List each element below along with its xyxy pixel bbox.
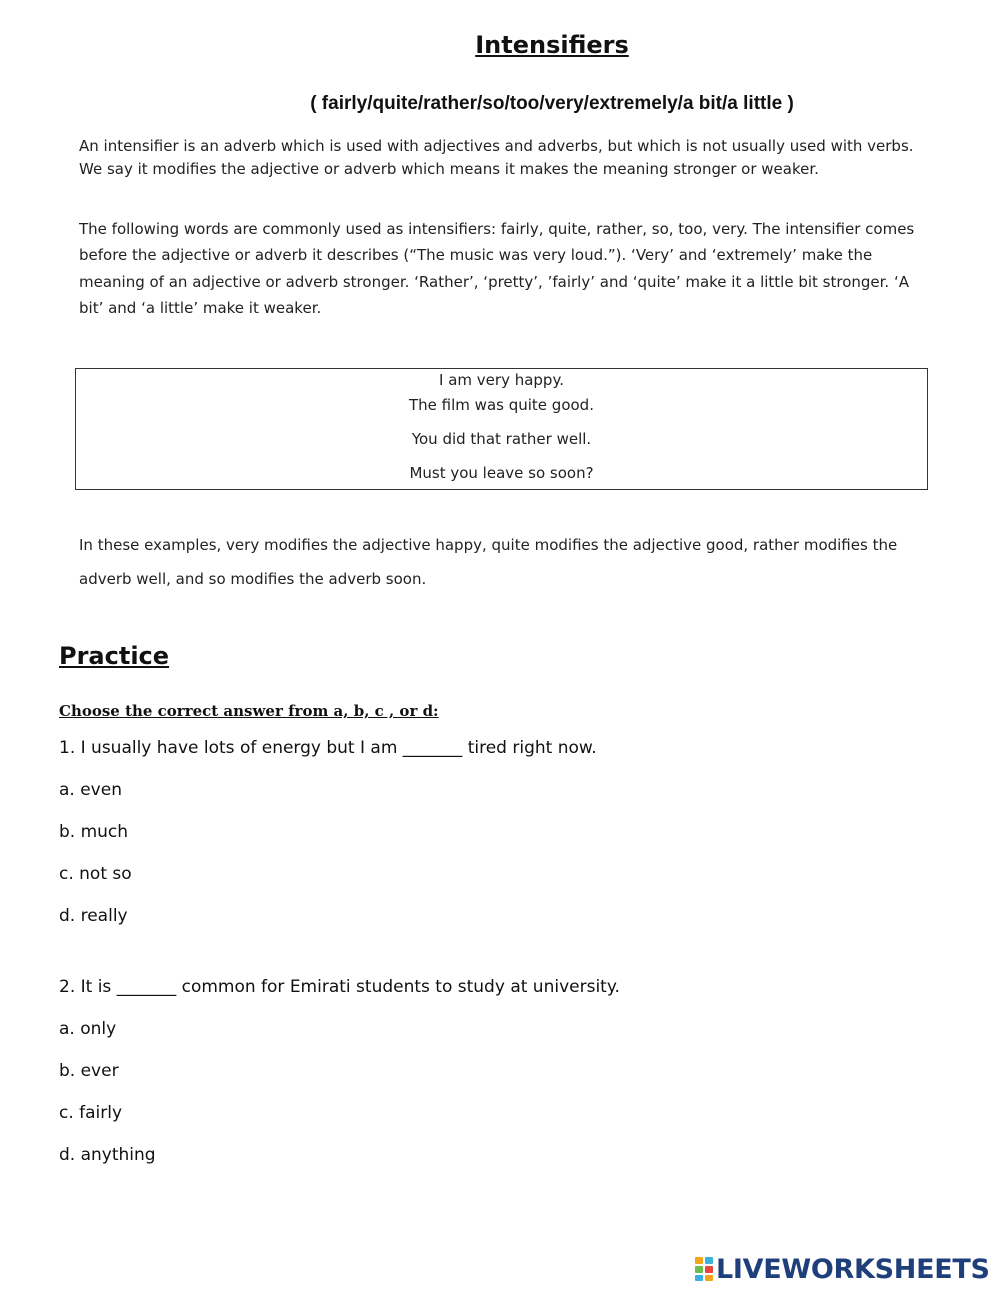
answer-option[interactable]: d. anything (59, 1145, 156, 1165)
intro-paragraph: An intensifier is an adverb which is used with adjectives and adverbs, but which is not usually used with verbs. We say it modifies the adjective or adverb which means it makes the meaning stronger or weaker. (79, 137, 914, 178)
question-2: 2. It is _______ common for Emirati students to study at university. (59, 977, 620, 997)
answer-option[interactable]: b. ever (59, 1061, 119, 1081)
answer-option[interactable]: c. fairly (59, 1103, 123, 1123)
page-title: Intensifiers (475, 31, 629, 59)
practice-instructions: Choose the correct answer from a, b, c , or d: (59, 702, 439, 720)
example-sentence: I am very happy. (439, 371, 564, 389)
example-sentence: You did that rather well. (411, 430, 592, 448)
liveworksheets-logo (694, 1254, 990, 1284)
example-sentence: Must you leave so soon? (409, 464, 594, 482)
answer-option[interactable]: c. not so (59, 864, 132, 884)
subtitle-word-list: ( fairly/quite/rather/so/too/very/extremely/a bit/a little ) (310, 93, 794, 114)
practice-heading: Practice (59, 642, 170, 670)
liveworksheets-logo-text: LIVEWORKSHEETS (716, 1253, 990, 1285)
explanation-paragraph: In these examples, very modifies the adjective happy, quite modifies the adjective good, rather modifies the adverb well, and so modifies the adverb soon. (79, 536, 898, 588)
usage-paragraph: The following words are commonly used as intensifiers: fairly, quite, rather, so, too, very. The intensifier comes before the adjective or adverb it describes (“The music was very loud.”). ‘Very’ and ‘extremely’ make the meaning of an adjective or adverb stronger. ‘Rather’, ‘pretty’, ’fairly’ and ‘quite’ make it a little bit stronger. ‘A bit’ and ‘a little’ make it weaker. (79, 220, 915, 317)
answer-option[interactable]: a. only (59, 1019, 117, 1039)
examples-box (75, 368, 928, 490)
question-1: 1. I usually have lots of energy but I am _______ tired right now. (59, 738, 597, 758)
liveworksheets-logo-icon (694, 1256, 714, 1282)
answer-option[interactable]: a. even (59, 780, 122, 800)
example-sentence: The film was quite good. (409, 396, 594, 414)
answer-option[interactable]: b. much (59, 822, 129, 842)
answer-option[interactable]: d. really (59, 906, 128, 926)
